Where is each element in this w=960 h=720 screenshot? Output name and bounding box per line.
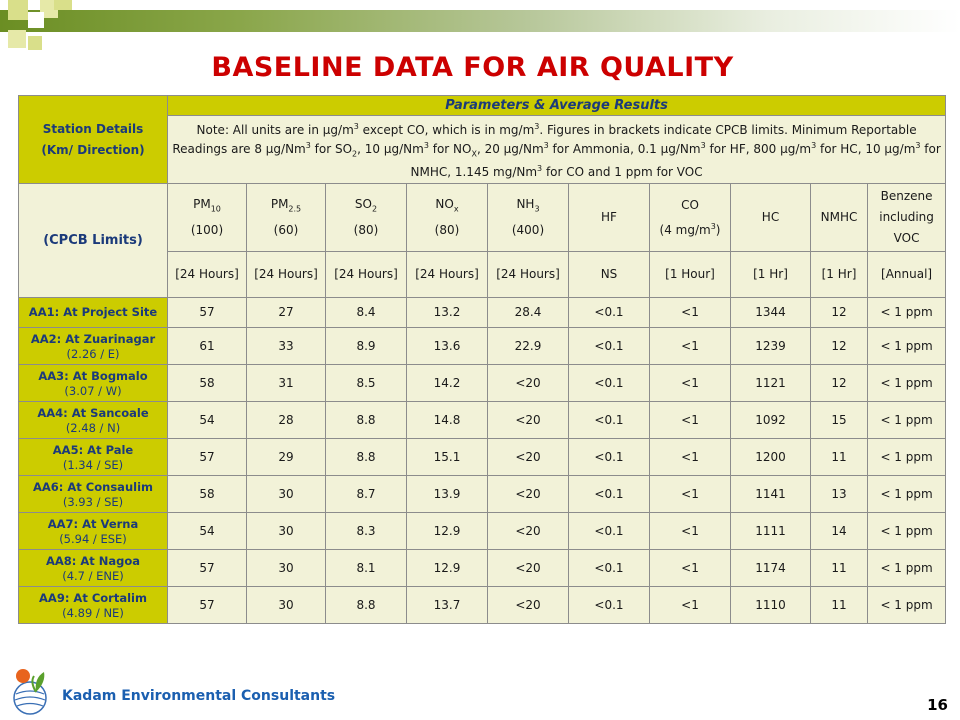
parameter-header: $SO_2$ (80) [326, 184, 407, 252]
table-cell: <20 [488, 365, 569, 402]
table-cell: 22.9 [488, 328, 569, 365]
averaging-period: [1 Hr] [731, 252, 811, 298]
table-cell: 1092 [731, 402, 811, 439]
table-cell: < 1 ppm [868, 402, 946, 439]
table-cell: 13.6 [407, 328, 488, 365]
table-cell: 30 [247, 476, 326, 513]
table-cell: 1141 [731, 476, 811, 513]
station-location: (4.89 / NE) [62, 605, 124, 620]
station-name: AA7: At Verna [47, 516, 139, 531]
table-cell: 13.9 [407, 476, 488, 513]
table-cell: 1121 [731, 365, 811, 402]
table-cell: 11 [811, 439, 868, 476]
table-cell: 33 [247, 328, 326, 365]
table-cell: <0.1 [569, 513, 650, 550]
slide-title: BASELINE DATA FOR AIR QUALITY [211, 52, 734, 83]
table-row [19, 365, 946, 402]
decorative-square [28, 12, 44, 28]
table-cell: <1 [650, 476, 731, 513]
table-row [19, 328, 946, 365]
table-cell: 30 [247, 550, 326, 587]
table-cell: < 1 ppm [868, 550, 946, 587]
table-cell: <1 [650, 298, 731, 328]
table-cell: 28 [247, 402, 326, 439]
table-cell: 14.2 [407, 365, 488, 402]
table-cell: <1 [650, 550, 731, 587]
table-row [19, 513, 946, 550]
table-cell: <1 [650, 402, 731, 439]
table-cell: <0.1 [569, 439, 650, 476]
table-cell: 11 [811, 587, 868, 624]
station-cell [19, 365, 168, 402]
table-cell: 15.1 [407, 439, 488, 476]
table-cell: 58 [168, 365, 247, 402]
table-cell: 8.9 [326, 328, 407, 365]
table-cell: 27 [247, 298, 326, 328]
table-cell: 29 [247, 439, 326, 476]
table-cell: <1 [650, 513, 731, 550]
table-row [19, 587, 946, 624]
table-row [19, 476, 946, 513]
table-cell: 8.5 [326, 365, 407, 402]
station-name: AA9: At Cortalim [39, 590, 147, 605]
station-location: (3.07 / W) [64, 383, 122, 398]
table-cell: 57 [168, 298, 247, 328]
averaging-period: [24 Hours] [247, 252, 326, 298]
table-cell: 11 [811, 550, 868, 587]
averaging-period: [24 Hours] [407, 252, 488, 298]
table-row [19, 550, 946, 587]
station-name: AA6: At Consaulim [33, 479, 153, 494]
table-cell: 1111 [731, 513, 811, 550]
table-cell: 8.3 [326, 513, 407, 550]
table-cell: <20 [488, 513, 569, 550]
station-details-header: Station Details (Km/ Direction) [19, 96, 168, 184]
table-cell: <0.1 [569, 298, 650, 328]
decorative-square [28, 36, 42, 50]
table-cell: 13.7 [407, 587, 488, 624]
air-quality-table [18, 95, 946, 624]
table-cell: <1 [650, 365, 731, 402]
table-cell: < 1 ppm [868, 365, 946, 402]
table-cell: 14.8 [407, 402, 488, 439]
table-cell: <20 [488, 550, 569, 587]
table-cell: <0.1 [569, 550, 650, 587]
table-cell: <0.1 [569, 587, 650, 624]
parameters-header: Parameters & Average Results [168, 96, 946, 116]
table-cell: 8.4 [326, 298, 407, 328]
table-cell: 14 [811, 513, 868, 550]
station-cell [19, 513, 168, 550]
station-location: (5.94 / ESE) [59, 531, 127, 546]
table-cell: 8.8 [326, 402, 407, 439]
parameter-header: CO (4 $mg/m^3$) [650, 184, 731, 252]
table-cell: 30 [247, 513, 326, 550]
table-cell: <20 [488, 439, 569, 476]
table-cell: 1344 [731, 298, 811, 328]
table-cell: 13.2 [407, 298, 488, 328]
table-cell: < 1 ppm [868, 476, 946, 513]
table-cell: < 1 ppm [868, 513, 946, 550]
table-cell: < 1 ppm [868, 298, 946, 328]
table-cell: 12.9 [407, 550, 488, 587]
table-cell: <0.1 [569, 476, 650, 513]
table-cell: 12 [811, 298, 868, 328]
table-cell: 54 [168, 402, 247, 439]
table-cell: 8.1 [326, 550, 407, 587]
station-cell [19, 402, 168, 439]
averaging-period: [1 Hour] [650, 252, 731, 298]
table-cell: 8.8 [326, 439, 407, 476]
station-name: AA3: At Bogmalo [38, 368, 148, 383]
station-name: AA8: At Nagoa [45, 553, 141, 568]
table-cell: 30 [247, 587, 326, 624]
table-cell: 12 [811, 328, 868, 365]
table-cell: 58 [168, 476, 247, 513]
averaging-period: [Annual] [868, 252, 946, 298]
station-cell [19, 550, 168, 587]
averaging-period: NS [569, 252, 650, 298]
averaging-period: [1 Hr] [811, 252, 868, 298]
table-cell: 15 [811, 402, 868, 439]
table-cell: 28.4 [488, 298, 569, 328]
table-cell: 54 [168, 513, 247, 550]
station-name: AA2: At Zuarinagar [30, 331, 156, 346]
parameter-header: $NH_3$ (400) [488, 184, 569, 252]
station-location: (2.48 / N) [65, 420, 121, 435]
parameter-header: HF [569, 184, 650, 252]
table-cell: 1239 [731, 328, 811, 365]
table-cell: <0.1 [569, 365, 650, 402]
station-cell [19, 439, 168, 476]
table-cell: 57 [168, 587, 247, 624]
station-cell [19, 476, 168, 513]
parameter-header: NMHC [811, 184, 868, 252]
table-cell: <0.1 [569, 328, 650, 365]
table-cell: 57 [168, 550, 247, 587]
decorative-square [8, 0, 28, 20]
table-cell: 12.9 [407, 513, 488, 550]
parameter-header: $NO_x$ (80) [407, 184, 488, 252]
table-cell: <1 [650, 587, 731, 624]
station-location: (3.93 / SE) [62, 494, 124, 509]
table-cell: <1 [650, 439, 731, 476]
station-location: (1.34 / SE) [62, 457, 124, 472]
table-cell: <20 [488, 402, 569, 439]
table-cell: < 1 ppm [868, 328, 946, 365]
table-cell: < 1 ppm [868, 439, 946, 476]
parameter-header: HC [731, 184, 811, 252]
decorative-square [8, 30, 26, 48]
station-cell [19, 298, 168, 328]
table-cell: 1174 [731, 550, 811, 587]
station-cell [19, 328, 168, 365]
averaging-period: [24 Hours] [168, 252, 247, 298]
cpcb-limits-label: (CPCB Limits) [19, 184, 168, 298]
units-note: Note: All units are in $\mu g/m^3$ except CO, which is in $mg/m^3$. Figures in brackets indicate CPCB limits. Minimum Reportable Readings are 8 µg/Nm$^3$ for $SO_2$, 10 µg/Nm$^3$ for $NO_X$, 20 µg/Nm$^3$ for Ammonia, 0.1 µg/Nm$^3$ for HF, 800 $\mu g/m^3$ for HC, 10 $\mu g/m^3$ for NMHC, 1.145 mg/Nm$^3$ for CO and 1 ppm for VOC [168, 116, 946, 184]
table-cell: < 1 ppm [868, 587, 946, 624]
table-cell: 12 [811, 365, 868, 402]
table-row [19, 402, 946, 439]
averaging-period: [24 Hours] [488, 252, 569, 298]
table-cell: 13 [811, 476, 868, 513]
company-name: Kadam Environmental Consultants [62, 688, 336, 704]
station-location: (4.7 / ENE) [62, 568, 124, 583]
table-cell: 61 [168, 328, 247, 365]
table-cell: <20 [488, 587, 569, 624]
station-location: (2.26 / E) [66, 346, 120, 361]
parameter-header: $PM_{10}$ (100) [168, 184, 247, 252]
page-number: 16 [927, 696, 948, 714]
table-cell: 31 [247, 365, 326, 402]
parameter-header: $PM_{2.5}$ (60) [247, 184, 326, 252]
station-name: AA1: At Project Site [28, 305, 158, 319]
station-cell [19, 587, 168, 624]
table-cell: 57 [168, 439, 247, 476]
table-cell: 8.7 [326, 476, 407, 513]
table-cell: 1110 [731, 587, 811, 624]
station-name: AA4: At Sancoale [37, 405, 149, 420]
parameter-header: Benzene including VOC [868, 184, 946, 252]
table-cell: <20 [488, 476, 569, 513]
company-logo [6, 664, 58, 716]
decorative-square [54, 0, 72, 10]
table-row [19, 298, 946, 328]
averaging-period: [24 Hours] [326, 252, 407, 298]
table-cell: <1 [650, 328, 731, 365]
decorative-header-band [0, 10, 960, 32]
table-cell: 8.8 [326, 587, 407, 624]
table-cell: 1200 [731, 439, 811, 476]
table-cell: <0.1 [569, 402, 650, 439]
station-name: AA5: At Pale [52, 442, 134, 457]
table-row [19, 439, 946, 476]
